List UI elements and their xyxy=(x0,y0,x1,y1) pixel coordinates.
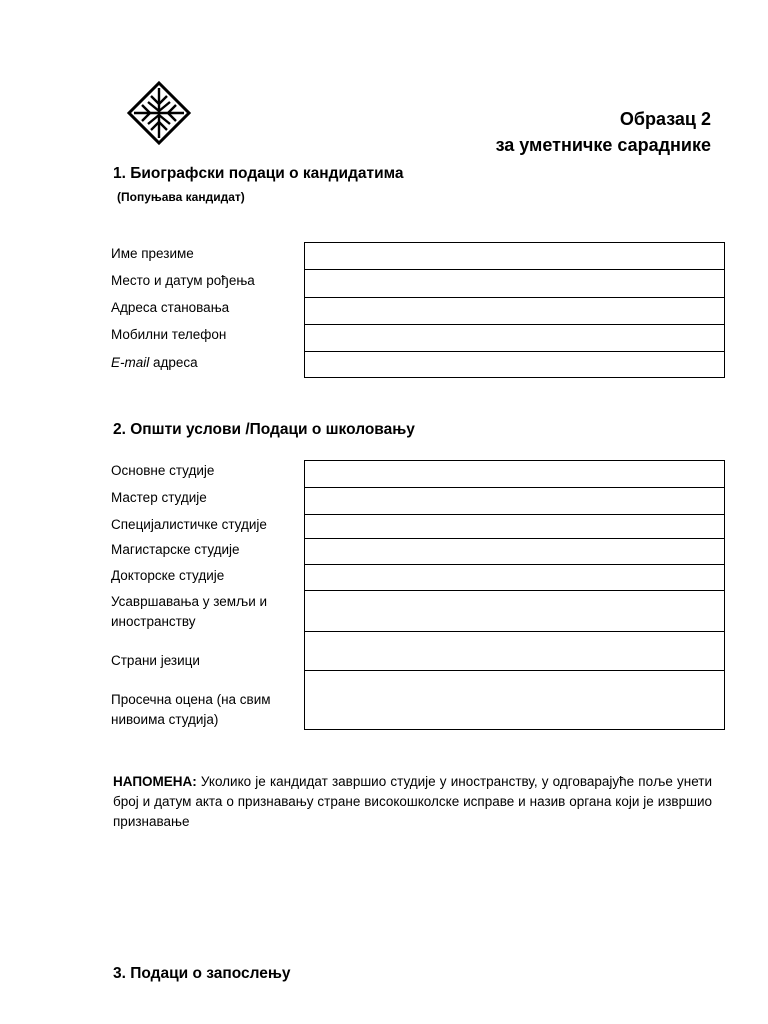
label-magister: Магистарске студије xyxy=(111,542,240,557)
field-training[interactable] xyxy=(304,590,725,632)
form-number: Образац 2 xyxy=(619,109,711,129)
note-paragraph xyxy=(113,772,712,832)
label-birth: Место и датум рођења xyxy=(111,273,255,288)
note-label: НАПОМЕНА: xyxy=(113,774,197,789)
note-text: Уколико је кандидат завршио студије у иностранству, у одговарајуће поље унети број и датум акта о признавању стране високошколске исправе и назив органа који је извршио признавање xyxy=(113,774,712,829)
ornament-logo-icon xyxy=(126,80,192,146)
label-master: Мастер студије xyxy=(111,490,207,505)
label-mobile: Мобилни телефон xyxy=(111,327,227,342)
field-basic[interactable] xyxy=(304,460,725,488)
field-languages[interactable] xyxy=(304,631,725,671)
field-birth[interactable] xyxy=(304,269,725,298)
field-doctoral[interactable] xyxy=(304,564,725,591)
section3-title: 3. Подаци о запослењу xyxy=(113,965,291,982)
label-email xyxy=(111,353,299,373)
field-average[interactable] xyxy=(304,670,725,730)
label-email-rest: адреса xyxy=(149,355,198,370)
field-address[interactable] xyxy=(304,297,725,325)
field-specialist[interactable] xyxy=(304,514,725,539)
form-subtitle: за уметничке сараднике xyxy=(495,135,711,155)
label-training: Усавршавања у земљи и иностранству xyxy=(111,594,268,629)
label-languages: Страни језици xyxy=(111,653,200,668)
label-doctoral: Докторске студије xyxy=(111,568,225,583)
label-specialist: Специјалистичке студије xyxy=(111,517,267,532)
label-name: Име презиме xyxy=(111,246,194,261)
label-average: Просечна оцена (на свим нивоима студија) xyxy=(111,692,271,727)
label-basic: Основне студије xyxy=(111,463,215,478)
label-address: Адреса становања xyxy=(111,300,230,315)
field-magister[interactable] xyxy=(304,538,725,565)
label-email-italic: E-mail xyxy=(111,355,150,370)
section2-title: 2. Општи услови /Подаци о школовању xyxy=(113,421,415,438)
field-name[interactable] xyxy=(304,242,725,270)
section1-title: 1. Биографски подаци о кандидатима xyxy=(113,165,404,182)
form-title xyxy=(496,106,711,158)
field-email[interactable] xyxy=(304,351,725,378)
field-master[interactable] xyxy=(304,487,725,515)
section1-subtitle: (Попуњава кандидат) xyxy=(117,190,245,204)
field-mobile[interactable] xyxy=(304,324,725,352)
